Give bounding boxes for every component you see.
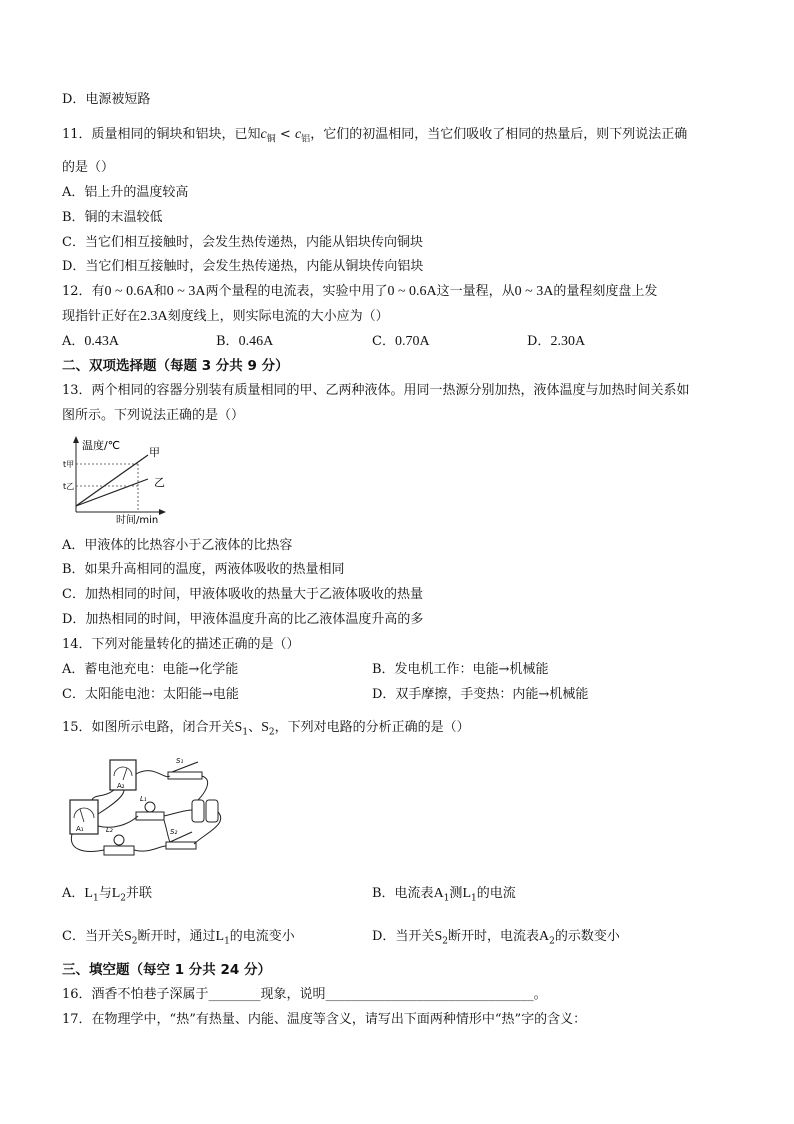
graph-label-jia: 甲 bbox=[149, 446, 160, 459]
graph-line-jia bbox=[76, 455, 148, 506]
graph-y-label: 温度/℃ bbox=[82, 439, 121, 452]
q13-stem: 13．两个相同的容器分别装有质量相同的甲、乙两种液体。用同一热源分别加热，液体温度与加热时间关系如 bbox=[62, 383, 690, 398]
graph-label-yi: 乙 bbox=[154, 476, 165, 489]
q12-option-c: C．0.70A bbox=[372, 334, 430, 349]
q12-option-b: B．0.46A bbox=[216, 334, 274, 349]
ammeter-a1-label: A₁ bbox=[76, 825, 84, 833]
q11-option-d: D．当它们相互接触时，会发生热传递热，内能从铜块传向铝块 bbox=[62, 259, 424, 274]
lamp-l2-label: L₂ bbox=[106, 826, 113, 834]
q12-stem-cont: 现指针正好在2.3A刻度线上，则实际电流的大小应为（） bbox=[62, 309, 389, 324]
switch-s1-base bbox=[168, 772, 202, 779]
q13-option-a: A．甲液体的比热容小于乙液体的比热容 bbox=[62, 538, 293, 553]
section-3-heading: 三、填空题（每空 1 分共 24 分） bbox=[62, 962, 271, 978]
q16-blank-1[interactable]: ________ bbox=[208, 987, 261, 1002]
q15-option-b: B．电流表$A_1$测$L_1$的电流 bbox=[372, 886, 516, 904]
lamp-l1-base bbox=[136, 812, 164, 820]
q15-option-c: C．当开关$S_2$断开时，通过$L_1$的电流变小 bbox=[62, 929, 295, 947]
q16-stem: 16．酒香不怕巷子深属于________现象，说明________________________________。 bbox=[62, 987, 547, 1002]
lamp-l1-label: L₁ bbox=[140, 795, 147, 803]
q12-stem: 12．有0 ~ 0.6A和0 ~ 3A两个量程的电流表，实验中用了0 ~ 0.6A这一量程，从0 ~ 3A的量程刻度盘上发 bbox=[62, 284, 658, 299]
q11-stem-cont: 的是（） bbox=[62, 160, 115, 175]
battery-cell-1 bbox=[192, 800, 204, 822]
q11-option-c: C．当它们相互接触时，会发生热传递热，内能从铝块传向铜块 bbox=[62, 235, 423, 250]
q15-stem: 15．如图所示电路，闭合开关$S_1$、$S_2$，下列对电路的分析正确的是（） bbox=[62, 720, 470, 738]
q12-option-d: D．2.30A bbox=[527, 334, 586, 349]
q12-option-a: A．0.43A bbox=[62, 334, 120, 349]
switch-s2-base bbox=[166, 842, 196, 849]
graph-line-yi bbox=[76, 479, 148, 506]
battery-cell-2 bbox=[206, 800, 218, 822]
q15-circuit-diagram bbox=[64, 754, 234, 864]
graph-y-arrow bbox=[73, 436, 79, 443]
lamp-l2-bulb bbox=[114, 835, 124, 845]
q15-option-d: D．当开关$S_2$断开时，电流表$A_2$的示数变小 bbox=[372, 929, 620, 947]
q13-option-d: D．加热相同的时间，甲液体温度升高的比乙液体温度升高的多 bbox=[62, 612, 424, 627]
q14-stem: 14．下列对能量转化的描述正确的是（） bbox=[62, 637, 300, 652]
graph-x-label: 时间/min bbox=[116, 515, 159, 526]
q13-temperature-time-graph bbox=[62, 434, 172, 526]
q17-stem: 17．在物理学中，“热”有热量、内能、温度等含义，请写出下面两种情形中“热”字的含义： bbox=[62, 1012, 587, 1027]
q13-stem-cont: 图所示。下列说法正确的是（） bbox=[62, 408, 245, 423]
q11-stem: 11．质量相同的铜块和铝块，已知$c_铜 < c_铝$，它们的初温相同，当它们吸收了相同的热量后，则下列说法正确 bbox=[62, 127, 688, 145]
lamp-l2-base bbox=[104, 846, 134, 855]
q11-option-a: A．铝上升的温度较高 bbox=[62, 185, 189, 200]
switch-s2-label: S₂ bbox=[170, 828, 178, 836]
q10-option-d: D．电源被短路 bbox=[62, 92, 151, 107]
graph-t-jia: t甲 bbox=[63, 460, 75, 469]
section-2-heading: 二、双项选择题（每题 3 分共 9 分） bbox=[62, 358, 289, 374]
q14-option-b: B．发电机工作：电能→机械能 bbox=[372, 662, 549, 677]
q11-option-b: B．铜的末温较低 bbox=[62, 210, 163, 225]
q14-option-d: D．双手摩擦，手变热：内能→机械能 bbox=[372, 687, 589, 702]
q14-option-c: C．太阳能电池：太阳能→电能 bbox=[62, 687, 239, 702]
ammeter-a2-label: A₂ bbox=[117, 782, 125, 790]
q13-option-b: B．如果升高相同的温度，两液体吸收的热量相同 bbox=[62, 562, 345, 577]
graph-x-arrow bbox=[159, 509, 166, 515]
lamp-l1-bulb bbox=[145, 802, 155, 812]
q14-option-a: A．蓄电池充电：电能→化学能 bbox=[62, 662, 239, 677]
q16-blank-2[interactable]: ________________________________ bbox=[325, 987, 534, 1002]
switch-s1-label: S₁ bbox=[176, 757, 184, 765]
q13-option-c: C．加热相同的时间，甲液体吸收的热量大于乙液体吸收的热量 bbox=[62, 587, 423, 602]
q15-option-a: A．$L_1$与$L_2$并联 bbox=[62, 886, 153, 904]
graph-t-yi: t乙 bbox=[63, 482, 75, 491]
